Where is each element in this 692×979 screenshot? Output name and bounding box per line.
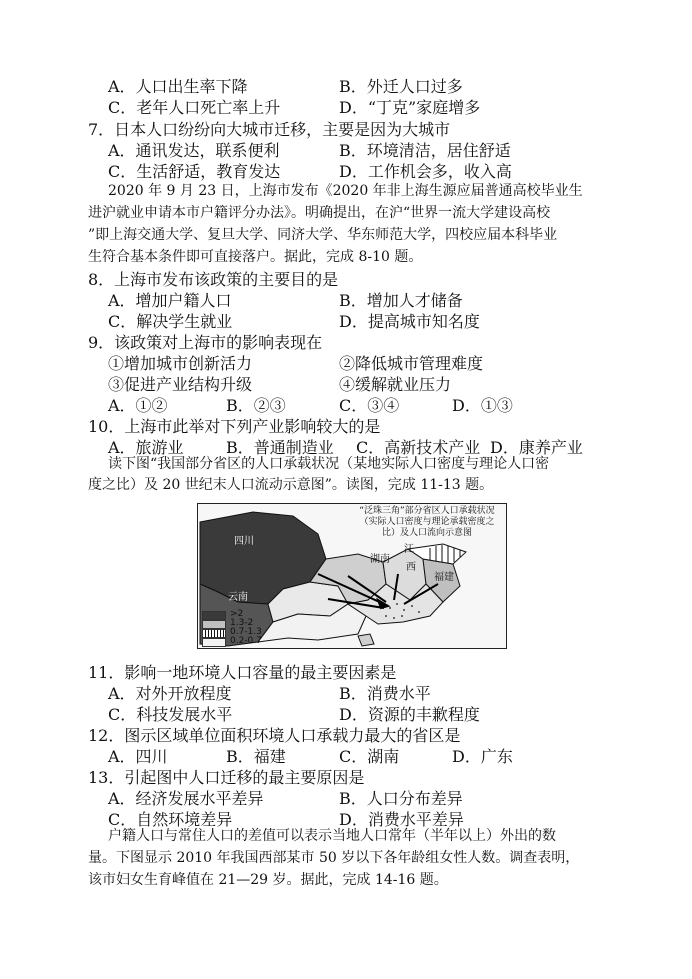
figure-title-line3: 比）及人口流向示意图	[381, 528, 472, 538]
q9-statement-3: ③促进产业结构升级	[108, 375, 253, 394]
q9-option-d[interactable]: D．①③	[452, 396, 513, 415]
legend-text-3: 0.7-1.3	[230, 627, 262, 637]
passage1-line1: 2020 年 9 月 23 日，上海市发布《2020 年非上海生源应届普通高校毕业生	[108, 183, 583, 199]
q6-option-a[interactable]: A．人口出生率下降	[108, 77, 248, 96]
q7-option-b[interactable]: B．环境清洁，居住舒适	[339, 141, 511, 160]
label-fujian: 福建	[434, 572, 454, 583]
passage2-line1: 读下图“我国部分省区的人口承载状况（某地实际人口密度与理论人口密	[108, 456, 550, 472]
q13-option-b[interactable]: B．人口分布差异	[339, 789, 463, 808]
q7-option-c[interactable]: C．生活舒适，教育发达	[108, 162, 281, 181]
q10-option-d[interactable]: D．康养产业	[490, 438, 583, 457]
q12-option-d[interactable]: D．广东	[452, 747, 513, 766]
legend-swatch-4	[202, 638, 226, 647]
q7-option-a[interactable]: A．通讯发达，联系便利	[108, 141, 280, 160]
q11-option-a[interactable]: A．对外开放程度	[108, 684, 232, 703]
map-legend	[200, 610, 288, 646]
q8-stem: 8．上海市发布该政策的主要目的是	[88, 270, 339, 289]
passage1-line4: 生符合基本条件即可直接落户。据此，完成 8-10 题。	[88, 249, 423, 265]
q9-stem: 9．该政策对上海市的影响表现在	[88, 333, 323, 352]
figure-title-line2: （实际人口密度与理论承载密度之	[359, 517, 495, 527]
q9-option-c[interactable]: C．③④	[339, 396, 400, 415]
q9-statement-4: ④缓解就业压力	[339, 375, 452, 394]
q11-stem: 11．影响一地环境人口容量的最主要因素是	[88, 663, 397, 682]
label-sichuan: 四川	[234, 536, 254, 547]
population-map-figure	[197, 503, 507, 649]
passage1-line3: ”即上海交通大学、复旦大学、同济大学、华东师范大学，四校应届本科毕业	[88, 227, 558, 243]
q12-option-c[interactable]: C．湖南	[339, 747, 400, 766]
q13-option-d[interactable]: D．消费水平差异	[339, 810, 464, 829]
legend-text-2: 1.3-2	[230, 618, 254, 628]
q8-option-c[interactable]: C．解决学生就业	[108, 312, 233, 331]
figure-title-line1: “泛珠三角”部分省区人口承载状况	[359, 506, 495, 516]
q10-option-a[interactable]: A．旅游业	[108, 438, 184, 457]
q11-option-d[interactable]: D．资源的丰歉程度	[339, 705, 480, 724]
q7-stem: 7．日本人口纷纷向大城市迁移，主要是因为大城市	[88, 120, 451, 139]
q8-option-a[interactable]: A．增加户籍人口	[108, 291, 232, 310]
q12-option-b[interactable]: B．福建	[226, 747, 286, 766]
q13-option-c[interactable]: C．自然环境差异	[108, 810, 233, 829]
q8-option-b[interactable]: B．增加人才储备	[339, 291, 463, 310]
q9-statement-1: ①增加城市创新活力	[108, 354, 253, 373]
legend-text-4: 0.2-0.7	[230, 636, 262, 646]
q11-option-c[interactable]: C．科技发展水平	[108, 705, 233, 724]
figure-title	[352, 506, 502, 539]
passage3-line3: 该市妇女生育峰值在 21—29 岁。据此，完成 14-16 题。	[88, 872, 448, 888]
legend-row-4	[200, 637, 288, 646]
q13-stem: 13．引起图中人口迁移的最主要原因是	[88, 768, 365, 787]
legend-text-1: >2	[230, 609, 244, 619]
hainan-island	[358, 634, 374, 646]
q9-statement-2: ②降低城市管理难度	[339, 354, 484, 373]
label-jiangxi-a: 江	[404, 544, 414, 555]
label-yunnan: 云南	[228, 592, 248, 603]
label-jiangxi-b: 西	[406, 562, 416, 573]
passage1-line2: 进沪就业申请本市户籍评分办法》。明确提出，在沪“世界一流大学建设高校	[88, 205, 551, 221]
passage2-line2: 度之比）及 20 世纪末人口流动示意图”。读图，完成 11-13 题。	[88, 477, 494, 493]
q8-option-d[interactable]: D．提高城市知名度	[339, 312, 480, 331]
q12-option-a[interactable]: A．四川	[108, 747, 168, 766]
q7-option-d[interactable]: D．工作机会多，收入高	[339, 162, 512, 181]
passage3-line2: 量。下图显示 2010 年我国西部某市 50 岁以下各年龄组女性人数。调查表明，	[88, 850, 580, 866]
label-hunan: 湖南	[370, 554, 390, 565]
q6-option-c[interactable]: C．老年人口死亡率上升	[108, 98, 281, 117]
q9-option-a[interactable]: A．①②	[108, 396, 168, 415]
q6-option-d[interactable]: D．“丁克”家庭增多	[339, 98, 481, 117]
q10-option-b[interactable]: B．普通制造业	[226, 438, 334, 457]
q10-stem: 10．上海市此举对下列产业影响较大的是	[88, 417, 381, 436]
q10-option-c[interactable]: C．高新技术产业	[356, 438, 481, 457]
passage3-line1: 户籍人口与常住人口的差值可以表示当地人口常年（半年以上）外出的数	[108, 828, 556, 844]
q6-option-b[interactable]: B．外迁人口过多	[339, 77, 463, 96]
q11-option-b[interactable]: B．消费水平	[339, 684, 431, 703]
q12-stem: 12．图示区域单位面积环境人口承载力最大的省区是	[88, 726, 461, 745]
q9-option-b[interactable]: B．②③	[226, 396, 286, 415]
q13-option-a[interactable]: A．经济发展水平差异	[108, 789, 264, 808]
